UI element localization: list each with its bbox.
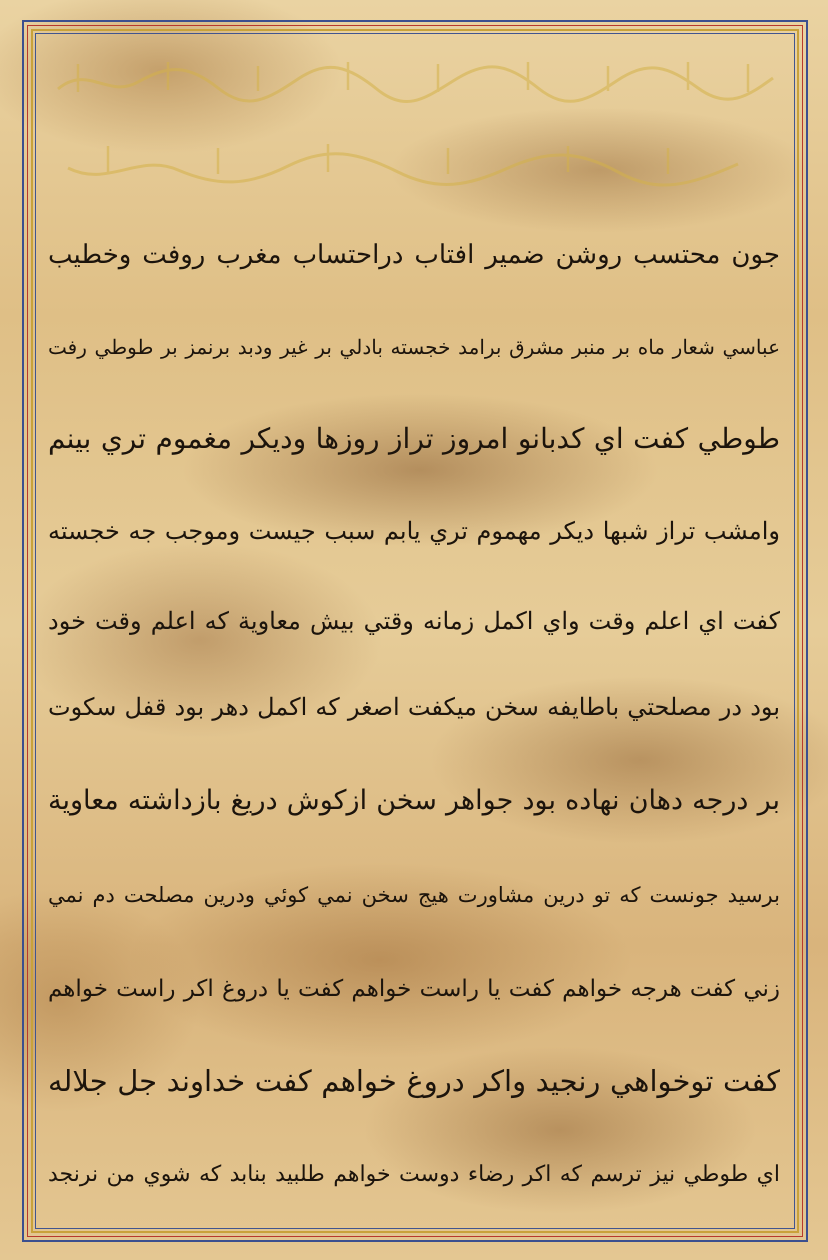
text-line-2: عباسي شعار ماه بر منبر مشرق برامد خجسته بادلي بر غير ودبد برنمز بر طوطي رفت <box>48 335 780 359</box>
text-line-7: بر درجه دهان نهاده بود جواهر سخن ازكوش دريغ بازداشته معاوية <box>48 785 780 816</box>
text-line-11: اي طوطي نيز ترسم كه اكر رضاء دوست خواهم طلبيد بنابد كه شوي من نرنجد <box>48 1162 780 1187</box>
text-line-10: كفت توخواهي رنجيد واكر دروغ خواهم كفت خداوند جل جلاله <box>48 1064 780 1098</box>
text-line-3: طوطي كفت اي كدبانو امروز تراز روزها وديكر مغموم تري بينم <box>48 422 780 455</box>
text-line-9: زني كفت هرجه خواهم كفت يا راست خواهم كفت يا دروغ اكر راست خواهم <box>48 976 780 1002</box>
faded-heading-line-2 <box>48 128 780 198</box>
faded-heading-line-1 <box>48 44 780 114</box>
text-line-8: برسيد جونست كه تو درين مشاورت هيج سخن نمي كوئي ودرين مصلحت دم نمي <box>48 883 780 907</box>
faded-gold-heading <box>48 36 780 206</box>
text-line-4: وامشب تراز شبها ديكر مهموم تري يابم سبب جيست وموجب جه خجسته <box>48 517 780 545</box>
text-line-5: كفت اي اعلم وقت واي اكمل زمانه وقتي بيش معاوية كه اعلم وقت خود <box>48 607 780 635</box>
manuscript-text-block <box>48 212 780 1242</box>
text-line-6: بود در مصلحتي باطايفه سخن ميكفت اصغر كه اكمل دهر بود قفل سكوت <box>48 693 780 721</box>
text-line-1: جون محتسب روشن ضمير افتاب دراحتساب مغرب روفت وخطيب <box>48 240 780 270</box>
